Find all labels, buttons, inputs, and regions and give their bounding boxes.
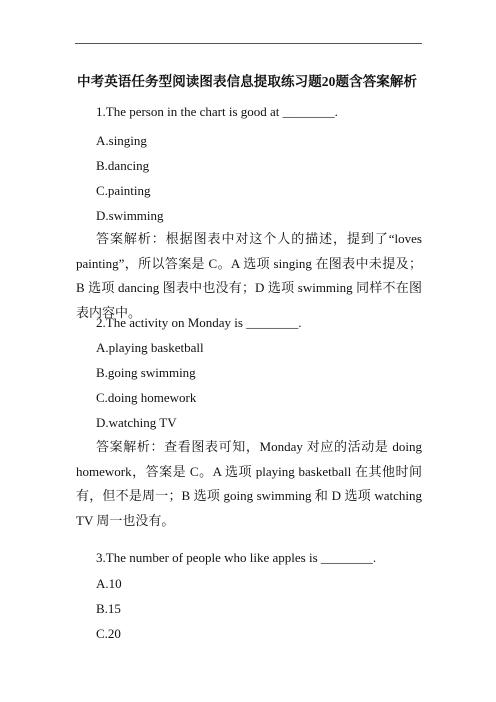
question-1-option-a: A.singing: [96, 133, 147, 148]
question-3-option-a: A.10: [96, 576, 122, 591]
question-1-option-d: D.swimming: [96, 208, 164, 223]
question-1-option-b: B.dancing: [96, 158, 150, 173]
question-1-answer: 答案解析：根据图表中对这个人的描述，提到了“loves painting”，所以答案是 C。A 选项 singing 在图表中未提及；B 选项 dancing 图表中也没有；D 选项 swimming 同样不在图表内容中。: [76, 231, 422, 320]
question-2-stem: 2.The activity on Monday is ________.: [96, 315, 302, 330]
question-2-answer: 答案解析：查看图表可知，Monday 对应的活动是 doing homework，答案是 C。A 选项 playing basketball 在其他时间有，但不是周一；B 选项 going swimming 和 D 选项 watching TV 周一也没有。: [76, 439, 422, 528]
question-3-option-c: C.20: [96, 626, 121, 641]
question-1-stem: 1.The person in the chart is good at ________.: [96, 104, 338, 119]
question-2-option-a: A.playing basketball: [96, 340, 204, 355]
question-2-option-b: B.going swimming: [96, 365, 196, 380]
question-1-option-c: C.painting: [96, 183, 151, 198]
question-2-option-c: C.doing homework: [96, 390, 197, 405]
header-rule: [75, 43, 422, 44]
document-title: 中考英语任务型阅读图表信息提取练习题20题含答案解析: [77, 74, 418, 89]
question-3-option-b: B.15: [96, 601, 121, 616]
question-2-option-d: D.watching TV: [96, 415, 177, 430]
question-3-stem: 3.The number of people who like apples is ________.: [96, 550, 377, 565]
